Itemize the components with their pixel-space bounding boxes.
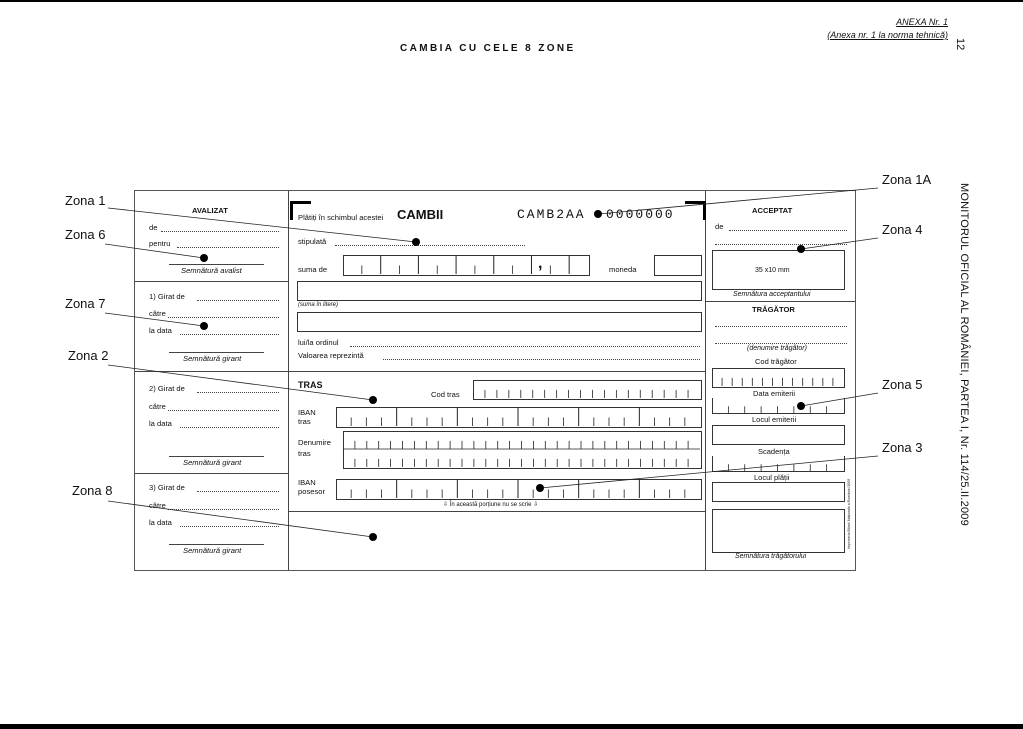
zone-7-label: Zona 7: [65, 296, 106, 311]
acceptat-signature-label: Semnătura acceptantului: [733, 291, 811, 298]
zone-1-label: Zona 1: [65, 193, 106, 208]
zone-6-leader: [105, 244, 204, 258]
tragator-title: TRĂGĂTOR: [752, 305, 795, 314]
zone-5-leader: [801, 393, 878, 406]
girat3-signature-label: Semnătură girant: [183, 546, 242, 555]
avalizat-de-label: de: [149, 223, 158, 232]
zone-1a-marker: [594, 210, 602, 218]
girat3-data-label: la data: [149, 518, 172, 527]
zone-8-label: Zona 8: [72, 483, 113, 498]
girat3-label: 3) Girat de: [149, 483, 185, 492]
no-write-note: ⇩ În această porțiune nu se scrie ⇩: [443, 502, 539, 508]
cod-tras-label: Cod tras: [431, 390, 460, 399]
valoarea-label: Valoarea reprezintă: [298, 351, 364, 360]
bill-number: 0000000: [606, 207, 675, 222]
acceptat-de-label: de: [715, 222, 724, 231]
zone-1a-leader: [598, 188, 878, 214]
girat1-label: 1) Girat de: [149, 292, 185, 301]
locul-emiterii-label: Locul emiterii: [752, 415, 797, 424]
tras-title: TRAS: [298, 380, 323, 390]
acceptat-stamp-size: 35 x10 mm: [755, 267, 790, 274]
zone-8-marker: [369, 533, 377, 541]
iban-tras-label-2: tras: [298, 417, 311, 426]
zone-4-marker: [797, 245, 805, 253]
page-number: 12: [954, 38, 966, 51]
bill-series-code: CAMB2AA: [517, 207, 586, 222]
zone-4-label: Zona 4: [882, 222, 923, 237]
amount-in-words-label: (suma în litere): [298, 302, 339, 308]
tragator-signature-label: Semnătura trăgătorului: [735, 553, 807, 560]
iban-tras-label: IBAN: [298, 408, 316, 417]
zone-2-leader: [108, 365, 373, 400]
iban-posesor-label: IBAN: [298, 478, 316, 487]
avalizat-signature-label: Semnătură avalist: [181, 266, 242, 275]
tragator-denumire-label: (denumire trăgător): [747, 345, 807, 352]
suma-de-label: suma de: [298, 265, 328, 274]
zone-7-leader: [105, 313, 204, 326]
denumire-tras-label-2: tras: [298, 449, 311, 458]
zone-4-leader: [801, 238, 878, 249]
zone-5-label: Zona 5: [882, 377, 923, 392]
zone-2-marker: [369, 396, 377, 404]
printer-mark: Imprimeria Băncii Naționale a României 2009: [847, 478, 851, 549]
moneda-label: moneda: [609, 265, 637, 274]
zone-5-marker: [797, 402, 805, 410]
zone-2-label: Zona 2: [68, 348, 109, 363]
zone-1-leader: [108, 208, 416, 242]
page-title: CAMBIA CU CELE 8 ZONE: [400, 43, 576, 54]
annex-number: ANEXA Nr. 1: [896, 17, 948, 27]
locul-platii-label: Locul plății: [754, 473, 790, 482]
zone-3-leader: [540, 456, 878, 488]
girat1-data-label: la data: [149, 326, 172, 335]
girat2-label: 2) Girat de: [149, 384, 185, 393]
stipulata-label: stipulată: [298, 237, 327, 246]
girat1-signature-label: Semnătură girant: [183, 354, 242, 363]
lui-ordinul-label: lui/la ordinul: [298, 338, 339, 347]
iban-posesor-label-2: posesor: [298, 487, 326, 496]
zone-6-label: Zona 6: [65, 227, 106, 242]
girat2-data-label: la data: [149, 419, 172, 428]
zone-3-marker: [536, 484, 544, 492]
cambii-label: CAMBII: [397, 207, 444, 222]
avalizat-pentru-label: pentru: [149, 239, 171, 248]
zone-6-marker: [200, 254, 208, 262]
avalizat-title: AVALIZAT: [192, 206, 228, 215]
zone-3-label: Zona 3: [882, 440, 923, 455]
girat1-catre-label: către: [149, 309, 166, 318]
girat2-catre-label: către: [149, 402, 166, 411]
platiti-label: Plătiți în schimbul acestei: [298, 213, 384, 222]
girat2-signature-label: Semnătură girant: [183, 458, 242, 467]
girat3-catre-label: către: [149, 501, 166, 510]
acceptat-title: ACCEPTAT: [752, 206, 793, 215]
zone-1-marker: [412, 238, 420, 246]
annex-subtitle: (Anexa nr. 1 la norma tehnică): [827, 30, 948, 40]
side-publication-text: MONITORUL OFICIAL AL ROMÂNIEI, PARTEA I, Nr. 114/25.II.2009: [958, 183, 970, 526]
zone-7-marker: [200, 322, 208, 330]
cod-tragator-label: Cod trăgător: [755, 357, 797, 366]
data-emiterii-label: Data emiterii: [753, 389, 796, 398]
scadenta-label: Scadența: [758, 447, 790, 456]
zone-1a-label: Zona 1A: [882, 172, 932, 187]
denumire-tras-label: Denumire: [298, 438, 331, 447]
amount-decimal-comma: ,: [538, 255, 543, 272]
zone-8-leader: [108, 501, 373, 537]
